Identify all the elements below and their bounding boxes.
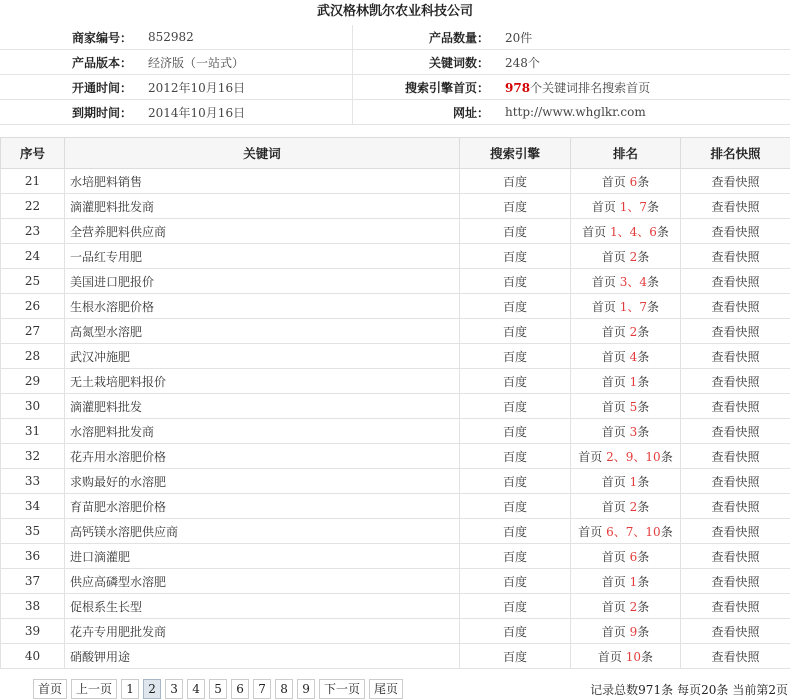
row-keyword: 求购最好的水溶肥 (65, 469, 460, 494)
snapshot-link[interactable]: 查看快照 (681, 494, 790, 519)
row-engine: 百度 (460, 319, 571, 344)
row-rank (571, 219, 681, 244)
column-header-snapshot: 排名快照 (681, 138, 790, 169)
merchant-info-table (0, 25, 790, 125)
row-number: 38 (1, 594, 65, 619)
search-home-text: 个关键词排名搜索首页 (530, 80, 651, 95)
row-engine: 百度 (460, 519, 571, 544)
table-row (1, 594, 790, 619)
product-count-label: 产品数量： (352, 25, 497, 50)
rank-positions: 2 (629, 499, 638, 514)
rank-prefix: 首页 (597, 649, 622, 664)
snapshot-link[interactable]: 查看快照 (681, 319, 790, 344)
table-row (1, 469, 790, 494)
row-engine: 百度 (460, 294, 571, 319)
rank-suffix: 条 (637, 349, 650, 364)
row-number: 23 (1, 219, 65, 244)
rank-positions: 1、7 (619, 299, 648, 314)
row-rank (571, 194, 681, 219)
search-home-count: 978 (505, 80, 531, 95)
snapshot-link[interactable]: 查看快照 (681, 644, 790, 669)
search-home-value (497, 75, 790, 100)
snapshot-link[interactable]: 查看快照 (681, 169, 790, 194)
table-row (1, 394, 790, 419)
merchant-no-label: 商家编号： (0, 25, 140, 50)
rank-suffix: 条 (637, 324, 650, 339)
rank-prefix: 首页 (578, 524, 603, 539)
website-label: 网址： (352, 100, 497, 125)
row-engine: 百度 (460, 169, 571, 194)
rank-positions: 4 (629, 349, 638, 364)
row-keyword: 花卉用水溶肥价格 (65, 444, 460, 469)
row-keyword: 高钙镁水溶肥供应商 (65, 519, 460, 544)
row-keyword: 生根水溶肥价格 (65, 294, 460, 319)
row-rank (571, 569, 681, 594)
expire-time-label: 到期时间： (0, 100, 140, 125)
row-rank (571, 594, 681, 619)
info-row (0, 100, 790, 125)
rank-suffix: 条 (637, 399, 650, 414)
version-label: 产品版本： (0, 50, 140, 75)
row-number: 36 (1, 544, 65, 569)
row-keyword: 美国进口肥报价 (65, 269, 460, 294)
row-rank (571, 369, 681, 394)
keyword-count-label: 关键词数： (352, 50, 497, 75)
row-engine: 百度 (460, 369, 571, 394)
row-number: 28 (1, 344, 65, 369)
row-keyword: 花卉专用肥批发商 (65, 619, 460, 644)
info-row (0, 50, 790, 75)
rank-positions: 6 (629, 549, 638, 564)
table-row (1, 619, 790, 644)
current-page-info: 当前第2页 (732, 683, 788, 697)
rank-suffix: 条 (637, 424, 650, 439)
rank-suffix: 条 (656, 224, 669, 239)
row-rank (571, 244, 681, 269)
snapshot-link[interactable]: 查看快照 (681, 544, 790, 569)
snapshot-link[interactable]: 查看快照 (681, 419, 790, 444)
rank-suffix: 条 (637, 374, 650, 389)
row-number: 35 (1, 519, 65, 544)
rank-positions: 1、4、6 (609, 224, 657, 239)
keyword-count-value: 248个 (497, 50, 790, 75)
snapshot-link[interactable]: 查看快照 (681, 619, 790, 644)
product-count-value: 20件 (497, 25, 790, 50)
table-row (1, 194, 790, 219)
snapshot-link[interactable]: 查看快照 (681, 594, 790, 619)
prev-page-button[interactable]: 上一页 (71, 679, 117, 699)
row-rank (571, 544, 681, 569)
rank-prefix: 首页 (591, 274, 616, 289)
row-engine: 百度 (460, 194, 571, 219)
column-header-keyword: 关键词 (65, 138, 460, 169)
rank-positions: 10 (625, 649, 642, 664)
row-engine: 百度 (460, 544, 571, 569)
row-number: 29 (1, 369, 65, 394)
snapshot-link[interactable]: 查看快照 (681, 519, 790, 544)
snapshot-link[interactable]: 查看快照 (681, 569, 790, 594)
column-header-engine: 搜索引擎 (460, 138, 571, 169)
snapshot-link[interactable]: 查看快照 (681, 269, 790, 294)
row-engine: 百度 (460, 219, 571, 244)
row-engine: 百度 (460, 619, 571, 644)
keyword-ranking-table (0, 137, 790, 669)
rank-prefix: 首页 (591, 199, 616, 214)
rank-suffix: 条 (637, 574, 650, 589)
rank-suffix: 条 (637, 249, 650, 264)
page-button-7[interactable]: 7 (253, 679, 271, 699)
table-body (1, 169, 790, 669)
rank-prefix: 首页 (578, 449, 603, 464)
rank-positions: 2 (629, 599, 638, 614)
first-page-button[interactable]: 首页 (33, 679, 67, 699)
row-keyword: 无土栽培肥料报价 (65, 369, 460, 394)
rank-positions: 6 (629, 174, 638, 189)
rank-prefix: 首页 (601, 574, 626, 589)
row-keyword: 武汉冲施肥 (65, 344, 460, 369)
page-button-8[interactable]: 8 (275, 679, 293, 699)
row-keyword: 水培肥料销售 (65, 169, 460, 194)
row-rank (571, 419, 681, 444)
total-records: 记录总数971条 (590, 683, 674, 697)
table-row (1, 444, 790, 469)
table-row (1, 369, 790, 394)
table-row (1, 419, 790, 444)
table-row (1, 544, 790, 569)
row-number: 26 (1, 294, 65, 319)
rank-prefix: 首页 (601, 324, 626, 339)
row-rank (571, 269, 681, 294)
row-number: 32 (1, 444, 65, 469)
snapshot-link[interactable]: 查看快照 (681, 344, 790, 369)
table-row (1, 269, 790, 294)
row-rank (571, 619, 681, 644)
row-rank (571, 469, 681, 494)
row-number: 33 (1, 469, 65, 494)
page-button-6[interactable]: 6 (231, 679, 249, 699)
snapshot-link[interactable]: 查看快照 (681, 394, 790, 419)
rank-suffix: 条 (647, 199, 660, 214)
row-keyword: 滴灌肥料批发商 (65, 194, 460, 219)
row-rank (571, 169, 681, 194)
rank-positions: 2 (629, 249, 638, 264)
table-row (1, 244, 790, 269)
info-row (0, 75, 790, 100)
row-engine: 百度 (460, 444, 571, 469)
row-keyword: 育苗肥水溶肥价格 (65, 494, 460, 519)
rank-positions: 3 (629, 424, 638, 439)
open-time-value: 2012年10月16日 (140, 75, 352, 100)
rank-prefix: 首页 (601, 549, 626, 564)
rank-suffix: 条 (637, 474, 650, 489)
row-engine: 百度 (460, 419, 571, 444)
version-value: 经济版（一站式） (140, 50, 352, 75)
rank-suffix: 条 (637, 174, 650, 189)
column-header-no: 序号 (1, 138, 65, 169)
rank-prefix: 首页 (601, 624, 626, 639)
rank-positions: 1 (629, 374, 638, 389)
record-stats (586, 681, 788, 698)
rank-suffix: 条 (637, 549, 650, 564)
rank-positions: 1 (629, 574, 638, 589)
snapshot-link[interactable]: 查看快照 (681, 294, 790, 319)
rank-positions: 1、7 (619, 199, 648, 214)
rank-prefix: 首页 (601, 474, 626, 489)
row-engine: 百度 (460, 494, 571, 519)
table-row (1, 219, 790, 244)
row-number: 31 (1, 419, 65, 444)
row-keyword: 高氮型水溶肥 (65, 319, 460, 344)
row-rank (571, 644, 681, 669)
page-title: 武汉格林凯尔农业科技公司 (316, 4, 473, 19)
table-row (1, 344, 790, 369)
snapshot-link[interactable]: 查看快照 (681, 194, 790, 219)
row-rank (571, 294, 681, 319)
page-button-3[interactable]: 3 (165, 679, 183, 699)
row-rank (571, 344, 681, 369)
last-page-button[interactable]: 尾页 (369, 679, 403, 699)
row-rank (571, 519, 681, 544)
table-row (1, 494, 790, 519)
rank-positions: 5 (629, 399, 638, 414)
row-engine: 百度 (460, 644, 571, 669)
row-engine: 百度 (460, 394, 571, 419)
row-rank (571, 319, 681, 344)
row-keyword: 促根系生长型 (65, 594, 460, 619)
rank-positions: 2 (629, 324, 638, 339)
table-row (1, 519, 790, 544)
rank-suffix: 条 (637, 599, 650, 614)
page-button-2-current[interactable]: 2 (143, 679, 161, 699)
rank-prefix: 首页 (601, 174, 626, 189)
table-header-row (1, 138, 790, 169)
row-keyword: 滴灌肥料批发 (65, 394, 460, 419)
rank-suffix: 条 (641, 649, 654, 664)
row-keyword: 进口滴灌肥 (65, 544, 460, 569)
row-keyword: 硝酸钾用途 (65, 644, 460, 669)
rank-suffix: 条 (660, 449, 673, 464)
rank-suffix: 条 (647, 299, 660, 314)
row-rank (571, 394, 681, 419)
rank-positions: 2、9、10 (606, 449, 661, 464)
rank-suffix: 条 (647, 274, 660, 289)
rank-prefix: 首页 (582, 224, 607, 239)
row-number: 24 (1, 244, 65, 269)
row-engine: 百度 (460, 594, 571, 619)
row-engine: 百度 (460, 469, 571, 494)
snapshot-link[interactable]: 查看快照 (681, 369, 790, 394)
page-button-1[interactable]: 1 (121, 679, 139, 699)
rank-positions: 6、7、10 (606, 524, 661, 539)
row-number: 39 (1, 619, 65, 644)
rank-prefix: 首页 (601, 249, 626, 264)
snapshot-link[interactable]: 查看快照 (681, 244, 790, 269)
per-page: 每页20条 (677, 683, 729, 697)
pagination (33, 679, 403, 699)
page-button-4[interactable]: 4 (187, 679, 205, 699)
rank-positions: 1 (629, 474, 638, 489)
row-number: 37 (1, 569, 65, 594)
rank-suffix: 条 (660, 524, 673, 539)
row-rank (571, 494, 681, 519)
rank-prefix: 首页 (601, 599, 626, 614)
page-button-9[interactable]: 9 (297, 679, 315, 699)
table-row (1, 569, 790, 594)
open-time-label: 开通时间： (0, 75, 140, 100)
row-number: 22 (1, 194, 65, 219)
row-engine: 百度 (460, 244, 571, 269)
search-home-label: 搜索引擎首页： (352, 75, 497, 100)
row-keyword: 一品红专用肥 (65, 244, 460, 269)
rank-suffix: 条 (637, 499, 650, 514)
rank-positions: 3、4 (619, 274, 648, 289)
row-keyword: 供应高磷型水溶肥 (65, 569, 460, 594)
rank-positions: 9 (629, 624, 638, 639)
table-row (1, 644, 790, 669)
row-number: 25 (1, 269, 65, 294)
rank-prefix: 首页 (591, 299, 616, 314)
row-engine: 百度 (460, 269, 571, 294)
row-number: 40 (1, 644, 65, 669)
rank-prefix: 首页 (601, 424, 626, 439)
snapshot-link[interactable]: 查看快照 (681, 219, 790, 244)
row-rank (571, 444, 681, 469)
row-keyword: 全营养肥料供应商 (65, 219, 460, 244)
merchant-no-value: 852982 (140, 25, 352, 50)
row-engine: 百度 (460, 344, 571, 369)
page-button-5[interactable]: 5 (209, 679, 227, 699)
row-engine: 百度 (460, 569, 571, 594)
rank-prefix: 首页 (601, 374, 626, 389)
table-row (1, 319, 790, 344)
table-row (1, 169, 790, 194)
column-header-rank: 排名 (571, 138, 681, 169)
snapshot-link[interactable]: 查看快照 (681, 469, 790, 494)
row-number: 30 (1, 394, 65, 419)
expire-time-value: 2014年10月16日 (140, 100, 352, 125)
snapshot-link[interactable]: 查看快照 (681, 444, 790, 469)
row-number: 21 (1, 169, 65, 194)
website-link[interactable]: http://www.whglkr.com (497, 100, 790, 125)
row-keyword: 水溶肥料批发商 (65, 419, 460, 444)
row-number: 34 (1, 494, 65, 519)
row-number: 27 (1, 319, 65, 344)
rank-prefix: 首页 (601, 349, 626, 364)
rank-prefix: 首页 (601, 499, 626, 514)
rank-suffix: 条 (637, 624, 650, 639)
next-page-button[interactable]: 下一页 (319, 679, 365, 699)
table-row (1, 294, 790, 319)
rank-prefix: 首页 (601, 399, 626, 414)
info-row (0, 25, 790, 50)
